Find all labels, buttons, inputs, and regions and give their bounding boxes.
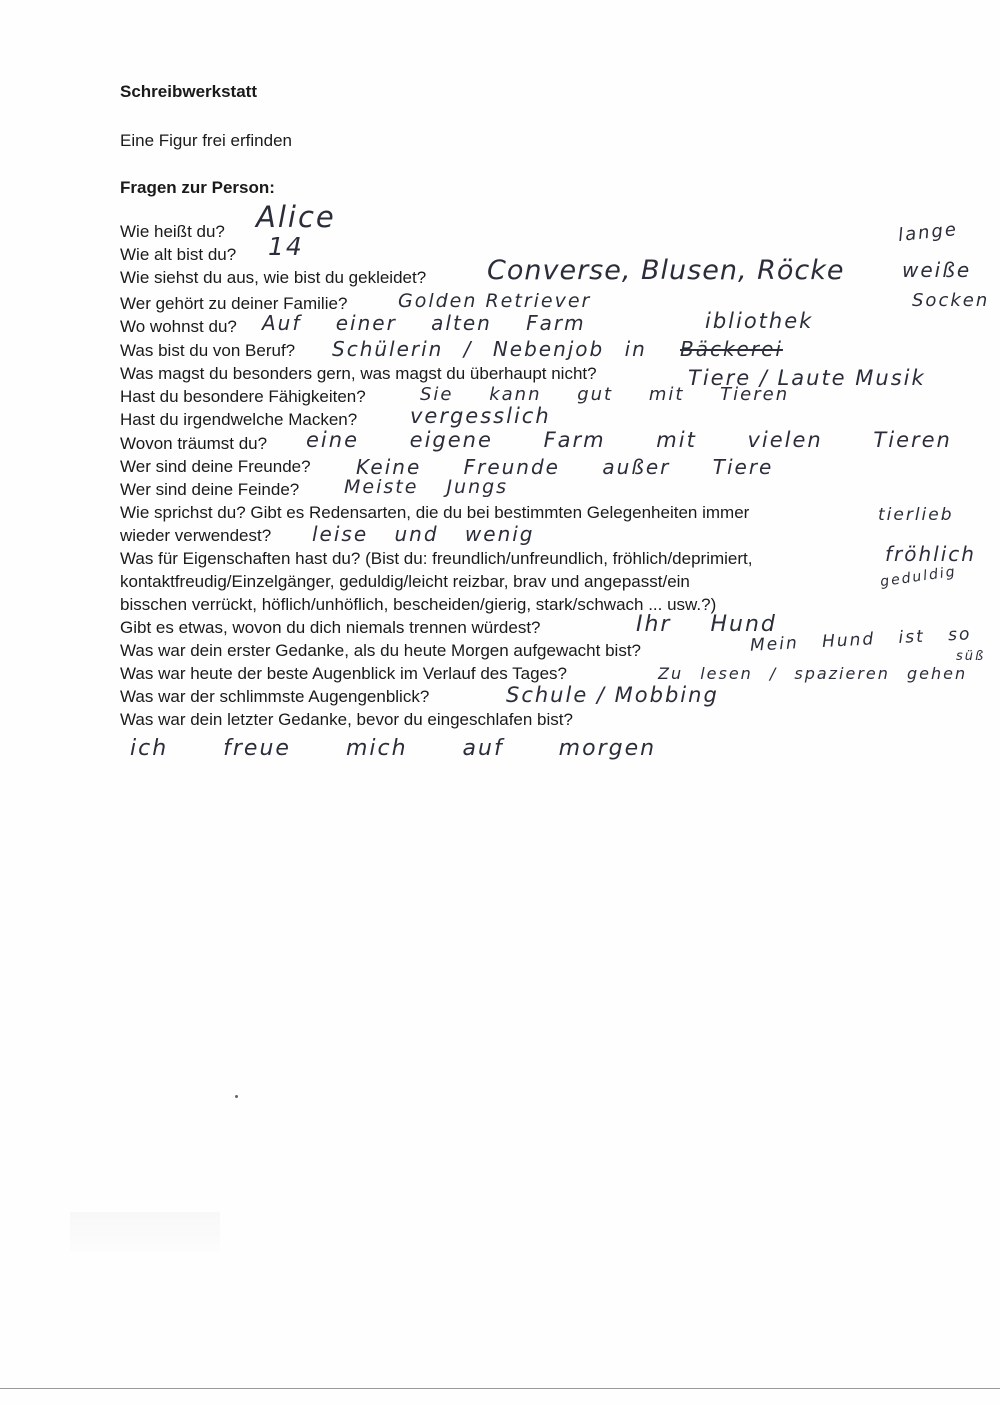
question-first-thought: Was war dein erster Gedanke, als du heute Morgen aufgewacht bist?	[120, 641, 641, 660]
answer-age: 14	[268, 232, 304, 261]
question-traits-cont-1: kontaktfreudig/Einzelgänger, geduldig/leicht reizbar, brav und angepasst/ein	[120, 572, 690, 591]
question-family: Wer gehört zu deiner Familie?	[120, 294, 348, 313]
question-speech: Wie sprichst du? Gibt es Redensarten, die du bei bestimmten Gelegenheiten immer	[120, 503, 750, 522]
paper-speck	[235, 1095, 238, 1098]
question-dreams: Wovon träumst du?	[120, 434, 268, 453]
question-friends: Wer sind deine Freunde?	[120, 457, 311, 476]
answer-clothes-extra-3: Socken	[912, 290, 990, 311]
question-name: Wie heißt du?	[120, 222, 225, 241]
answer-clothes-extra-1: lange	[897, 218, 959, 247]
answer-speech-2: leise und wenig	[312, 522, 535, 546]
worksheet-subtitle: Eine Figur frei erfinden	[120, 131, 292, 150]
question-home: Wo wohnst du?	[120, 317, 237, 336]
question-quirks: Hast du irgendwelche Macken?	[120, 410, 358, 429]
answer-friends: Keine Freunde außer Tiere	[356, 455, 774, 479]
question-never-part: Gibt es etwas, wovon du dich niemals trennen würdest?	[120, 618, 541, 637]
question-last-thought: Was war dein letzter Gedanke, bevor du eingeschlafen bist?	[120, 710, 573, 729]
answer-clothes: Converse, Blusen, Röcke	[487, 255, 845, 286]
worksheet-title: Schreibwerkstatt	[120, 82, 257, 101]
answer-quirks: vergesslich	[410, 404, 551, 428]
question-traits: Was für Eigenschaften hast du? (Bist du: freundlich/unfreundlich, fröhlich/deprimiert,	[120, 549, 753, 568]
answer-speech-1: tierlieb	[878, 505, 954, 525]
answer-skills: Sie kann gut mit Tieren	[420, 384, 790, 405]
question-speech-cont: wieder verwendest?	[120, 526, 272, 545]
answer-dream: eine eigene Farm mit vielen Tieren	[306, 428, 952, 452]
answer-likes: Tiere / Laute Musik	[688, 366, 926, 390]
answer-clothes-extra-2: weiße	[902, 258, 972, 282]
question-appearance: Wie siehst du aus, wie bist du gekleidet?	[120, 268, 427, 287]
answer-family: Golden Retriever	[398, 290, 592, 312]
section-heading: Fragen zur Person:	[120, 178, 275, 197]
question-enemies: Wer sind deine Feinde?	[120, 480, 300, 499]
bottom-rule	[0, 1388, 1000, 1389]
answer-job-struck: Bäckerei	[680, 337, 783, 361]
answer-first-thought-extra: süß	[956, 649, 986, 664]
question-worst-moment: Was war der schlimmste Augengenblick?	[120, 687, 430, 706]
answer-home-extra: ibliothek	[705, 309, 814, 333]
question-age: Wie alt bist du?	[120, 245, 237, 264]
question-traits-cont-2: bisschen verrückt, höflich/unhöflich, bescheiden/gierig, stark/schwach ... usw.?)	[120, 595, 717, 614]
question-likes: Was magst du besonders gern, was magst du überhaupt nicht?	[120, 364, 597, 383]
answer-enemies: Meiste Jungs	[344, 476, 509, 498]
answer-best-moment: Zu lesen / spazieren gehen	[658, 664, 968, 683]
question-skills: Hast du besondere Fähigkeiten?	[120, 387, 366, 406]
answer-job: Schülerin / Nebenjob in	[332, 337, 647, 361]
answer-traits-2: geduldig	[879, 563, 958, 591]
answer-last-thought: ich freue mich auf morgen	[130, 736, 657, 761]
answer-name: Alice	[256, 200, 336, 234]
answer-worst-moment: Schule / Mobbing	[506, 683, 719, 707]
answer-home: Auf einer alten Farm	[262, 311, 586, 335]
question-job: Was bist du von Beruf?	[120, 341, 296, 360]
answer-never-part: Ihr Hund	[636, 612, 777, 637]
question-best-moment: Was war heute der beste Augenblick im Verlauf des Tages?	[120, 664, 567, 683]
answer-traits-1: fröhlich	[885, 542, 976, 566]
faint-scan-mark	[70, 1212, 220, 1252]
answer-first-thought: Mein Hund ist so	[749, 624, 972, 656]
